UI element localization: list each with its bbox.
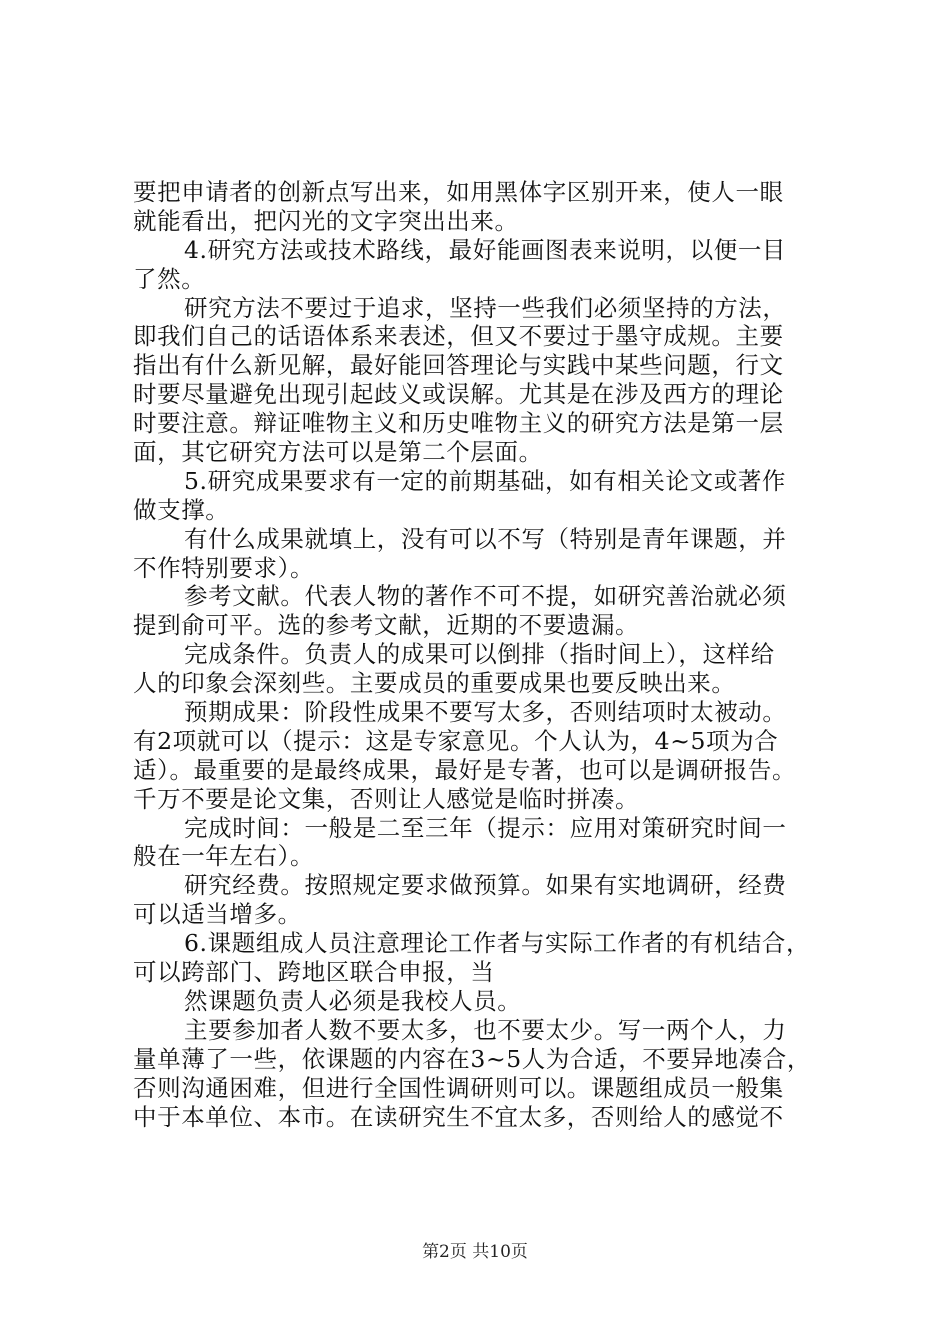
text-line: 不作特别要求）。 xyxy=(133,553,315,582)
text-line: 做支撑。 xyxy=(133,495,230,524)
text-line: 预期成果：阶段性成果不要写太多，否则结项时太被动。 xyxy=(184,698,787,727)
text-line: 时要尽量避免出现引起歧义或误解。尤其是在涉及西方的理论 xyxy=(133,380,784,409)
document-body xyxy=(133,178,833,1131)
text-line: 中于本单位、本市。在读研究生不宜太多，否则给人的感觉不 xyxy=(133,1102,784,1131)
text-line: 有什么成果就填上，没有可以不写（特别是青年课题，并 xyxy=(184,524,787,553)
text-line: 完成条件。负责人的成果可以倒排（指时间上），这样给 xyxy=(184,640,775,669)
text-line: 即我们自己的话语体系来表述，但又不要过于墨守成规。主要 xyxy=(133,322,784,351)
text-line: 量单薄了一些，依课题的内容在3~5人为合适，不要异地凑合， xyxy=(133,1044,811,1073)
text-line: 般在一年左右）。 xyxy=(133,842,315,871)
text-line: 千万不要是论文集，否则让人感觉是临时拼凑。 xyxy=(133,784,640,813)
text-line: 人的印象会深刻些。主要成员的重要成果也要反映出来。 xyxy=(133,669,736,698)
text-line: 适）。最重要的是最终成果，最好是专著，也可以是调研报告。 xyxy=(133,755,797,784)
text-line: 可以适当增多。 xyxy=(133,900,302,929)
text-line: 要把申请者的创新点写出来，如用黑体字区别开来，使人一眼 xyxy=(133,178,784,206)
text-line: 研究方法不要过于追求，坚持一些我们必须坚持的方法， xyxy=(184,293,787,322)
text-line: 参考文献。代表人物的著作不可不提，如研究善治就必须 xyxy=(184,582,787,611)
text-line: 然课题负责人必须是我校人员。 xyxy=(184,986,522,1015)
text-line: 4.研究方法或技术路线，最好能画图表来说明，以便一目 xyxy=(184,235,787,264)
text-line: 面，其它研究方法可以是第二个层面。 xyxy=(133,438,543,467)
text-line: 了然。 xyxy=(133,264,206,293)
text-line: 指出有什么新见解，最好能回答理论与实践中某些问题，行文 xyxy=(133,351,784,380)
text-line: 6.课题组成人员注意理论工作者与实际工作者的有机结合， xyxy=(184,929,811,958)
text-line: 5.研究成果要求有一定的前期基础，如有相关论文或著作 xyxy=(184,466,787,495)
text-line: 可以跨部门、跨地区联合申报，当 xyxy=(133,958,495,987)
text-line: 研究经费。按照规定要求做预算。如果有实地调研，经费 xyxy=(184,871,787,900)
text-line: 提到俞可平。选的参考文献，近期的不要遗漏。 xyxy=(133,611,640,640)
text-line: 否则沟通困难，但进行全国性调研则可以。课题组成员一般集 xyxy=(133,1073,784,1102)
text-line: 完成时间：一般是二至三年（提示：应用对策研究时间一 xyxy=(184,813,787,842)
text-line: 主要参加者人数不要太多，也不要太少。写一两个人，力 xyxy=(184,1015,787,1044)
text-line: 时要注意。辩证唯物主义和历史唯物主义的研究方法是第一层 xyxy=(133,409,784,438)
text-line: 就能看出，把闪光的文字突出出来。 xyxy=(133,206,519,235)
text-line: 有2项就可以（提示：这是专家意见。个人认为，4~5项为合 xyxy=(133,726,779,755)
page-footer: 第2页 共10页 xyxy=(422,1242,528,1262)
